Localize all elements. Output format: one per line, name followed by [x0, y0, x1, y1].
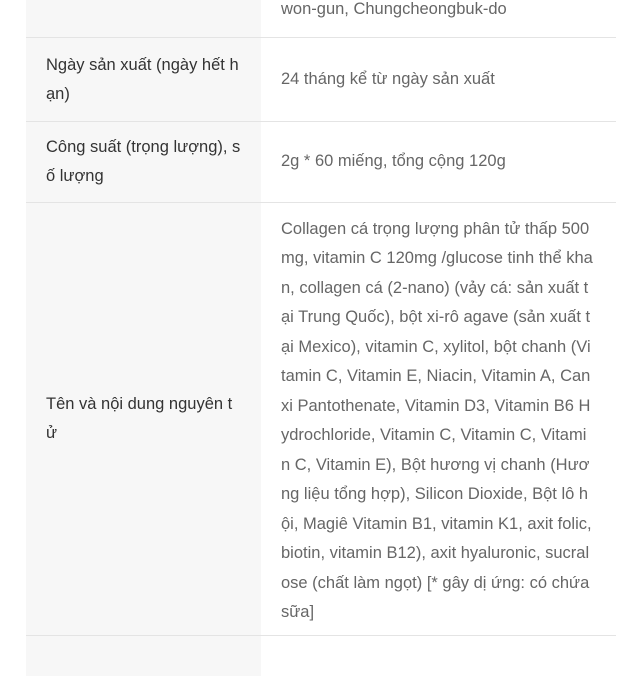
spec-value-ingredients	[261, 203, 616, 635]
product-spec-table	[26, 0, 616, 676]
spec-value-next	[261, 636, 616, 676]
spec-row-origin	[26, 0, 616, 37]
spec-row-next	[26, 635, 616, 676]
spec-label-text: Tên và nội dung nguyên tử	[46, 395, 233, 442]
spec-value-text: 2g * 60 miếng, tổng cộng 120g	[281, 152, 506, 171]
spec-row-manufacture-date	[26, 37, 616, 121]
spec-value-text: won-gun, Chungcheongbuk-do	[281, 0, 507, 18]
spec-value-capacity	[261, 122, 616, 202]
spec-row-ingredients	[26, 202, 616, 635]
spec-label-capacity	[26, 122, 261, 202]
spec-label-text: Ngày sản xuất (ngày hết hạn)	[46, 55, 239, 103]
spec-label-text: Công suất (trọng lượng), số lượng	[46, 138, 241, 185]
spec-row-capacity	[26, 121, 616, 202]
spec-value-text: 24 tháng kể từ ngày sản xuất	[281, 69, 495, 88]
spec-value-origin	[261, 0, 616, 37]
spec-label-next	[26, 636, 261, 676]
spec-label-ingredients	[26, 203, 261, 635]
spec-label-manufacture-date	[26, 38, 261, 121]
spec-value-text: Collagen cá trọng lượng phân tử thấp 500mg, vitamin C 120mg /glucose tinh thể khan, collagen cá (2-nano) (vảy cá: sản xuất tại Trung Quốc), bột xi-rô agave (sản xuất tại Mexico), vitamin C, xylitol, bột chanh (Vitamin C, Vitamin E, Niacin, Vitamin A, Canxi Pantothenate, Vitamin D3, Vitamin B6 Hydrochloride, Vitamin C, Vitamin C, Vitamin C, Vitamin E), Bột hương vị chanh (Hương liệu tổng hợp), Silicon Dioxide, Bột lô hội, Magiê Vitamin B1, vitamin K1, axit folic, biotin, vitamin B12), axit hyaluronic, sucralose (chất làm ngọt) [* gây dị ứng: có chứa sữa]	[281, 219, 593, 621]
spec-label-origin	[26, 0, 261, 37]
spec-value-manufacture-date	[261, 38, 616, 121]
